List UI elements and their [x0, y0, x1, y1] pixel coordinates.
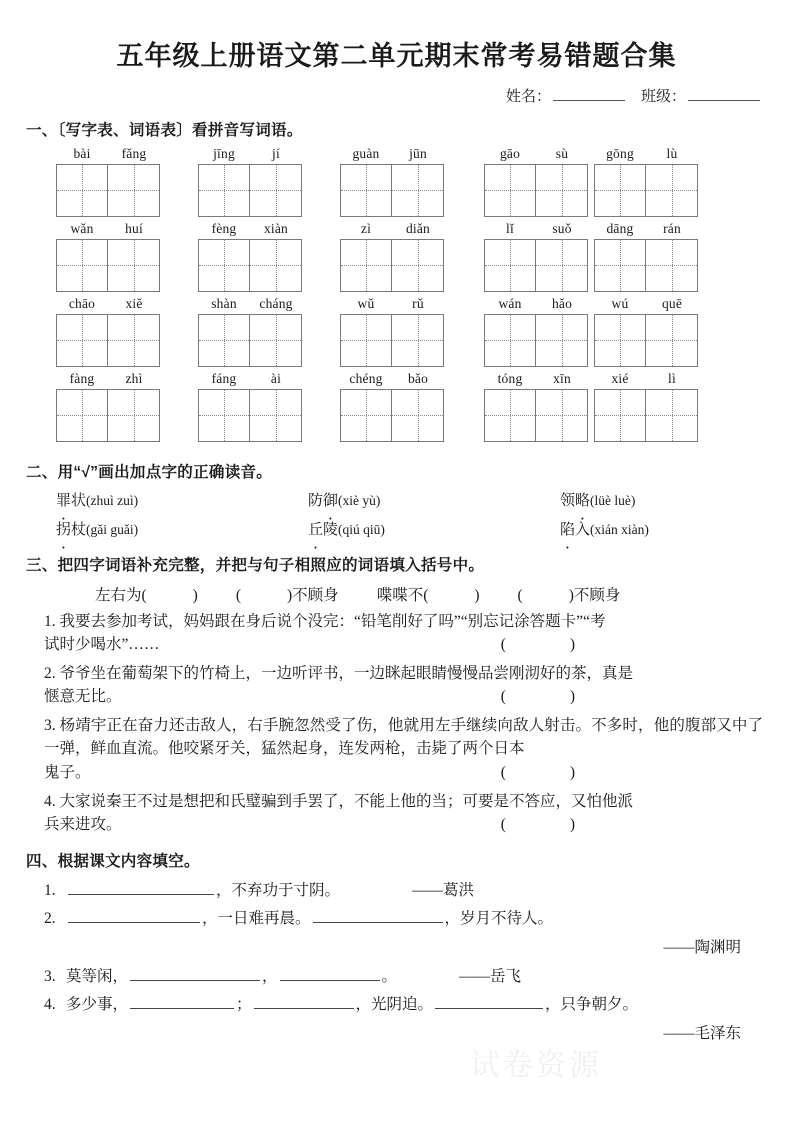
writing-cell[interactable]	[341, 315, 392, 366]
pinyin-grid-row	[0, 371, 793, 442]
pinyin-syllable: jūn	[409, 145, 427, 161]
pinyin-syllable: dāng	[606, 220, 634, 236]
pinyin-syllable: wú	[611, 295, 629, 311]
idiom-item[interactable]	[377, 583, 480, 605]
pinyin-options[interactable]: (lüè luè)	[590, 492, 636, 508]
pinyin-group	[198, 146, 302, 217]
pronunciation-item[interactable]	[560, 518, 649, 539]
name-field[interactable]	[506, 85, 625, 106]
writing-cell[interactable]	[646, 390, 697, 441]
writing-cell[interactable]	[341, 165, 392, 216]
attribution-line	[44, 1020, 793, 1049]
pinyin-group	[484, 371, 588, 442]
writing-cell[interactable]	[57, 315, 108, 366]
word-rest: 陵	[323, 521, 339, 538]
writing-cell[interactable]	[199, 165, 250, 216]
question-sentence	[44, 610, 763, 657]
writing-cell[interactable]	[595, 390, 646, 441]
writing-grid[interactable]	[484, 314, 588, 367]
pinyin-group	[340, 296, 444, 367]
pinyin-group	[56, 221, 160, 292]
idiom-item[interactable]	[518, 583, 621, 605]
marked-char: 御	[323, 492, 339, 509]
writing-grid[interactable]	[340, 389, 444, 442]
attribution: ——葛洪	[412, 881, 475, 899]
item-number: 1.	[44, 881, 56, 899]
writing-cell[interactable]	[108, 240, 159, 291]
writing-grid[interactable]	[594, 389, 698, 442]
pinyin-group	[56, 146, 160, 217]
pinyin-group	[198, 371, 302, 442]
writing-cell[interactable]	[392, 165, 443, 216]
idiom-row	[0, 583, 793, 605]
pinyin-syllable: fèng	[211, 220, 237, 236]
question-sentence	[44, 714, 763, 785]
writing-cell[interactable]	[485, 315, 536, 366]
pinyin-group	[484, 221, 588, 292]
pinyin-syllable: bǎo	[407, 370, 429, 386]
writing-cell[interactable]	[392, 240, 443, 291]
pinyin-group	[484, 296, 588, 367]
pronunciation-section	[0, 489, 793, 539]
pinyin-syllable: suǒ	[552, 220, 572, 236]
pinyin-options[interactable]: (zhuì zuì)	[86, 492, 139, 508]
pinyin-syllable: shàn	[211, 295, 237, 311]
sentence-head: 4. 大家说秦王不过是想把和氏璧骗到手罢了，不能上他的当；可要是不答应，又怕他派	[44, 792, 634, 810]
pinyin-syllable: fǎng	[121, 145, 147, 161]
writing-cell[interactable]	[595, 315, 646, 366]
class-field[interactable]	[641, 85, 760, 106]
writing-grid[interactable]	[594, 239, 698, 292]
pinyin-group	[594, 296, 698, 367]
fill-blank-section	[0, 877, 793, 1049]
sentence-head: 2. 爷爷坐在葡萄架下的竹椅上，一边听评书，一边眯起眼睛慢慢品尝刚沏好的茶，真是	[44, 664, 634, 682]
pinyin-syllable: zì	[360, 220, 372, 236]
pinyin-syllable: ài	[270, 370, 282, 386]
question-sentence	[44, 790, 763, 837]
idiom-prefix: (	[235, 586, 242, 604]
writing-cell[interactable]	[485, 165, 536, 216]
pinyin-group	[340, 146, 444, 217]
answer-blank[interactable]	[313, 908, 443, 923]
section-2-heading: 二、用“√”画出加点字的正确读音。	[26, 463, 273, 481]
student-id-row	[0, 85, 793, 106]
fill-text: 多少事，	[66, 996, 129, 1014]
pinyin-syllable: bài	[73, 145, 91, 161]
pinyin-syllable: jí	[272, 145, 280, 161]
pronunciation-item[interactable]	[56, 518, 308, 539]
writing-cell[interactable]	[57, 390, 108, 441]
pinyin-syllable: guàn	[352, 145, 380, 161]
idiom-suffix: )	[474, 586, 480, 604]
writing-cell[interactable]	[199, 390, 250, 441]
fill-text: 。	[381, 967, 398, 985]
pinyin-syllable: zhì	[125, 370, 143, 386]
sentence-head: 3. 杨靖宇正在奋力还击敌人，右手腕忽然受了伤，他就用左手继续向敌人射击。不多时，他的腹部又中了一弹，鲜血直流。他咬紧牙关，猛然起身，连发两枪，击毙了两个日本	[44, 716, 763, 758]
pinyin-syllable: wán	[498, 295, 522, 311]
idiom-suffix: )不顾身	[568, 586, 621, 604]
writing-cell[interactable]	[485, 390, 536, 441]
writing-grid[interactable]	[340, 314, 444, 367]
word-rest: 入	[575, 521, 591, 538]
pronunciation-item[interactable]	[308, 489, 560, 510]
watermark: 试卷资源	[470, 1049, 602, 1082]
writing-cell[interactable]	[57, 240, 108, 291]
pinyin-syllable: wǎn	[70, 220, 94, 236]
marked-char: 略	[575, 492, 591, 509]
pinyin-syllable: lù	[666, 145, 678, 161]
writing-cell[interactable]	[595, 240, 646, 291]
writing-cell[interactable]	[646, 315, 697, 366]
pinyin-syllable: gōng	[606, 145, 634, 161]
answer-blank[interactable]	[280, 966, 380, 981]
page-title: 五年级上册语文第二单元期末常考易错题合集	[116, 41, 677, 71]
pinyin-group	[198, 296, 302, 367]
pinyin-syllable: lì	[668, 370, 676, 386]
writing-grid[interactable]	[484, 389, 588, 442]
answer-parenthesis[interactable]: ( )	[500, 636, 605, 654]
class-blank[interactable]	[688, 87, 760, 101]
writing-cell[interactable]	[595, 165, 646, 216]
sentence-tail: 惬意无比。	[44, 688, 122, 706]
item-number: 2.	[44, 910, 56, 928]
marked-char: 拐	[56, 521, 72, 538]
writing-cell[interactable]	[646, 240, 697, 291]
fill-text: ，光阴迫。	[355, 996, 434, 1014]
pinyin-group	[340, 371, 444, 442]
writing-cell[interactable]	[57, 165, 108, 216]
pinyin-options[interactable]: (xiè yù)	[338, 492, 381, 508]
writing-grid[interactable]	[56, 239, 160, 292]
fill-blank-line	[44, 905, 793, 934]
writing-cell[interactable]	[536, 240, 587, 291]
pinyin-syllable: fáng	[211, 370, 237, 386]
attribution-line	[44, 934, 793, 963]
pinyin-grid-row	[0, 146, 793, 217]
writing-cell[interactable]	[250, 390, 301, 441]
sentence-head: 1. 我要去参加考试，妈妈跟在身后说个没完：“铅笔削好了吗”“别忘记涂答题卡”“考	[44, 612, 606, 630]
pinyin-options[interactable]: (xián xiàn)	[590, 521, 649, 537]
answer-blank[interactable]	[435, 994, 543, 1009]
pinyin-syllable: gāo	[499, 145, 521, 161]
writing-grid[interactable]	[56, 389, 160, 442]
pinyin-syllable: xié	[611, 370, 629, 386]
marked-char: 丘	[308, 521, 324, 538]
pinyin-syllable: xiě	[125, 295, 143, 311]
pinyin-group	[484, 146, 588, 217]
class-label: 班级：	[640, 88, 686, 105]
pinyin-group	[594, 371, 698, 442]
pinyin-syllable: chéng	[349, 370, 383, 386]
answer-parenthesis[interactable]: ( )	[500, 763, 605, 781]
fill-text: 莫等闲，	[66, 967, 129, 985]
writing-grid[interactable]	[340, 164, 444, 217]
fill-blank-line	[44, 877, 793, 906]
writing-cell[interactable]	[536, 390, 587, 441]
answer-parenthesis[interactable]: ( )	[500, 816, 605, 834]
section-3-heading: 三、把四字词语补充完整，并把与句子相照应的词语填入括号中。	[26, 556, 485, 574]
sentence-tail: 鬼子。	[44, 763, 91, 781]
attribution: ——毛泽东	[663, 1024, 741, 1042]
writing-cell[interactable]	[199, 315, 250, 366]
answer-parenthesis[interactable]: ( )	[500, 688, 605, 706]
pinyin-syllable: lǐ	[506, 220, 514, 236]
answer-blank[interactable]	[68, 908, 200, 923]
writing-grid[interactable]	[594, 314, 698, 367]
sentence-tail: 兵来进攻。	[44, 816, 122, 834]
pinyin-options[interactable]: (qiú qiū)	[338, 521, 385, 537]
writing-cell[interactable]	[341, 390, 392, 441]
writing-grid[interactable]	[198, 164, 302, 217]
pinyin-syllable: sù	[555, 145, 569, 161]
question-sentence	[44, 662, 763, 709]
pinyin-syllable: diǎn	[405, 220, 431, 236]
pinyin-group	[56, 371, 160, 442]
writing-cell[interactable]	[341, 240, 392, 291]
writing-grid[interactable]	[340, 239, 444, 292]
pinyin-syllable: fàng	[69, 370, 95, 386]
marked-char: 罪	[56, 492, 72, 509]
writing-grid[interactable]	[594, 164, 698, 217]
word-rest: 状	[71, 492, 87, 509]
answer-blank[interactable]	[130, 966, 260, 981]
attribution: ——岳飞	[459, 967, 522, 985]
writing-cell[interactable]	[646, 165, 697, 216]
idiom-prefix: 左右为(	[95, 586, 147, 604]
fill-blank-line	[44, 991, 793, 1020]
fill-blank-line	[44, 963, 793, 992]
item-number: 4.	[44, 996, 56, 1014]
pinyin-options[interactable]: (gǎi guǎi)	[86, 521, 139, 537]
pinyin-syllable: huí	[125, 220, 143, 236]
pinyin-syllable: cháng	[259, 295, 293, 311]
pronunciation-item[interactable]	[56, 489, 308, 510]
writing-cell[interactable]	[485, 240, 536, 291]
pinyin-group	[198, 221, 302, 292]
fill-text: ，不弃功于寸阴。	[216, 881, 341, 899]
writing-cell[interactable]	[392, 390, 443, 441]
fill-text: ，一日难再晨。	[202, 910, 311, 928]
pinyin-grid-row	[0, 221, 793, 292]
pinyin-syllable: chāo	[68, 295, 96, 311]
writing-grid[interactable]	[484, 164, 588, 217]
section-4-heading: 四、根据课文内容填空。	[26, 852, 200, 870]
writing-grid[interactable]	[198, 239, 302, 292]
idiom-item[interactable]	[95, 583, 198, 605]
item-number: 3.	[44, 967, 56, 985]
pronunciation-item[interactable]	[560, 489, 635, 510]
writing-grid[interactable]	[484, 239, 588, 292]
name-label: 姓名：	[505, 88, 551, 105]
pinyin-syllable: jīng	[213, 145, 235, 161]
idiom-item[interactable]	[236, 583, 339, 605]
idiom-suffix: )	[192, 586, 198, 604]
pinyin-group	[594, 146, 698, 217]
pinyin-syllable: xīn	[553, 370, 571, 386]
pinyin-syllable: xiàn	[263, 220, 289, 236]
writing-cell[interactable]	[108, 315, 159, 366]
idiom-suffix: )不顾身	[287, 586, 339, 604]
word-rest: 防	[308, 492, 324, 509]
fill-text: ；	[236, 996, 252, 1014]
writing-cell[interactable]	[108, 165, 159, 216]
fill-text: ，只争朝夕。	[545, 996, 639, 1014]
writing-cell[interactable]	[536, 165, 587, 216]
answer-blank[interactable]	[130, 994, 234, 1009]
name-blank[interactable]	[553, 87, 625, 101]
pinyin-syllable: quē	[661, 295, 683, 311]
writing-cell[interactable]	[392, 315, 443, 366]
writing-cell[interactable]	[536, 315, 587, 366]
section-1-heading: 一、〔写字表、词语表〕看拼音写词语。	[26, 121, 303, 139]
writing-grid[interactable]	[56, 164, 160, 217]
writing-cell[interactable]	[250, 165, 301, 216]
pinyin-group	[594, 221, 698, 292]
sentence-tail: 试时少喝水”……	[44, 636, 160, 654]
marked-char: 陷	[560, 521, 576, 538]
word-rest: 领	[560, 492, 576, 509]
pinyin-group	[56, 296, 160, 367]
answer-blank[interactable]	[254, 994, 354, 1009]
writing-cell[interactable]	[108, 390, 159, 441]
idiom-prefix: (	[517, 586, 523, 604]
pinyin-syllable: tóng	[497, 370, 523, 386]
fill-text: ，	[262, 967, 278, 985]
pronunciation-row	[56, 518, 763, 539]
writing-grid[interactable]	[56, 314, 160, 367]
writing-cell[interactable]	[250, 240, 301, 291]
pinyin-syllable: rán	[663, 220, 681, 236]
writing-cell[interactable]	[199, 240, 250, 291]
word-rest: 杖	[71, 521, 87, 538]
pinyin-grid-section	[0, 146, 793, 442]
pinyin-syllable: wǔ	[357, 295, 375, 311]
pinyin-syllable: rǔ	[412, 295, 424, 311]
writing-grid[interactable]	[198, 389, 302, 442]
pinyin-group	[340, 221, 444, 292]
pinyin-grid-row	[0, 296, 793, 367]
idiom-prefix: 喋喋不(	[376, 586, 429, 604]
pronunciation-item[interactable]	[308, 518, 560, 539]
writing-cell[interactable]	[250, 315, 301, 366]
pinyin-syllable: hǎo	[551, 295, 573, 311]
answer-blank[interactable]	[68, 880, 214, 895]
attribution: ——陶渊明	[663, 938, 741, 956]
pronunciation-row	[56, 489, 763, 510]
writing-grid[interactable]	[198, 314, 302, 367]
fill-text: ，岁月不待人。	[444, 910, 554, 928]
